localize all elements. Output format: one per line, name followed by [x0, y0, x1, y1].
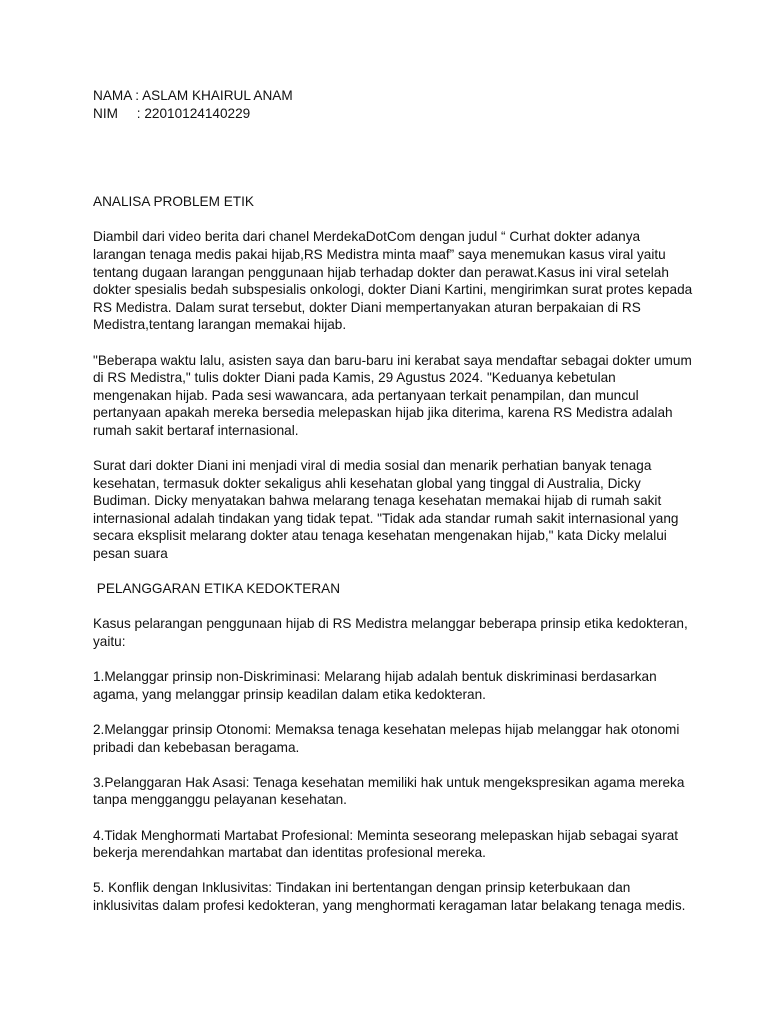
spacer [93, 563, 693, 581]
spacer [93, 809, 693, 827]
student-nim: NIM : 22010124140229 [93, 105, 251, 121]
list-item: 2.Melanggar prinsip Otonomi: Memaksa tenaga kesehatan melepas hijab melanggar hak otonomi pribadi dan kebebasan beragama. [93, 722, 680, 755]
list-item: 1.Melanggar prinsip non-Diskriminasi: Melarang hijab adalah bentuk diskriminasi berdasarkan agama, yang melanggar prinsip keadilan dalam etika kedokteran. [93, 669, 657, 702]
spacer [93, 211, 693, 229]
list-item: 5. Konflik dengan Inklusivitas: Tindakan ini bertentangan dengan prinsip keterbukaan dan inklusivitas dalam profesi kedokteran, yang menghormati keragaman latar belakang tenaga medis. [93, 880, 686, 913]
spacer [93, 334, 693, 352]
student-name: NAMA : ASLAM KHAIRUL ANAM [93, 88, 293, 103]
list-item: 3.Pelanggaran Hak Asasi: Tenaga kesehatan memiliki hak untuk mengekspresikan agama mereka tanpa mengganggu pelayanan kesehatan. [93, 774, 685, 808]
spacer [93, 862, 693, 880]
spacer [93, 703, 693, 721]
spacer [93, 122, 693, 193]
section-title-analisa: ANALISA PROBLEM ETIK [93, 194, 254, 210]
spacer [93, 598, 693, 616]
paragraph-quote: "Beberapa waktu lalu, asisten saya dan baru-baru ini kerabat saya mendaftar sebagai dokter umum di RS Medistra," tulis dokter Diani pada Kamis, 29 Agustus 2024. "Keduanya kebetulan mengenakan hijab. Pada sesi wawancara, ada pertanyaan terkait penampilan, dan muncul pertanyaan apakah mereka bersedia melepaskan hijab jika diterima, karena RS Medistra adalah rumah sakit bertaraf internasional. [93, 352, 692, 438]
spacer [93, 651, 693, 669]
spacer [93, 440, 693, 458]
paragraph-viral: Surat dari dokter Diani ini menjadi viral di media sosial dan menarik perhatian banyak tenaga kesehatan, termasuk dokter sekaligus ahli kesehatan global yang tinggal di Australia, Dicky Budiman. Dicky menyatakan bahwa melarang tenaga kesehatan memakai hijab di rumah sakit internasional adalah tindakan yang tidak tepat. "Tidak ada standar rumah sakit internasional yang secara eksplisit melarang dokter atau tenaga kesehatan mengenakan hijab," kata Dicky melalui pesan suara [93, 458, 679, 562]
paragraph-principles-intro: Kasus pelarangan penggunaan hijab di RS Medistra melanggar beberapa prinsip etika kedokteran, yaitu: [93, 616, 688, 650]
list-item: 4.Tidak Menghormati Martabat Profesional: Meminta seseorang melepaskan hijab sebagai syarat bekerja merendahkan martabat dan identitas profesional mereka. [93, 827, 679, 861]
spacer [93, 756, 693, 774]
document-body [93, 87, 693, 915]
paragraph-intro: Diambil dari video berita dari chanel MerdekaDotCom dengan judul “ Curhat dokter adanya larangan tenaga medis pakai hijab,RS Medistra minta maaf” saya menemukan kasus viral yaitu tentang dugaan larangan penggunaan hijab terhadap dokter dan perawat.Kasus ini viral setelah dokter spesialis bedah subspesialis onkologi, dokter Diani Kartini, mengirimkan surat protes kepada RS Medistra. Dalam surat tersebut, dokter Diani mempertanyakan aturan berpakaian di RS Medistra,tentang larangan memakai hijab. [93, 229, 693, 333]
section-title-pelanggaran: PELANGGARAN ETIKA KEDOKTERAN [93, 581, 341, 597]
